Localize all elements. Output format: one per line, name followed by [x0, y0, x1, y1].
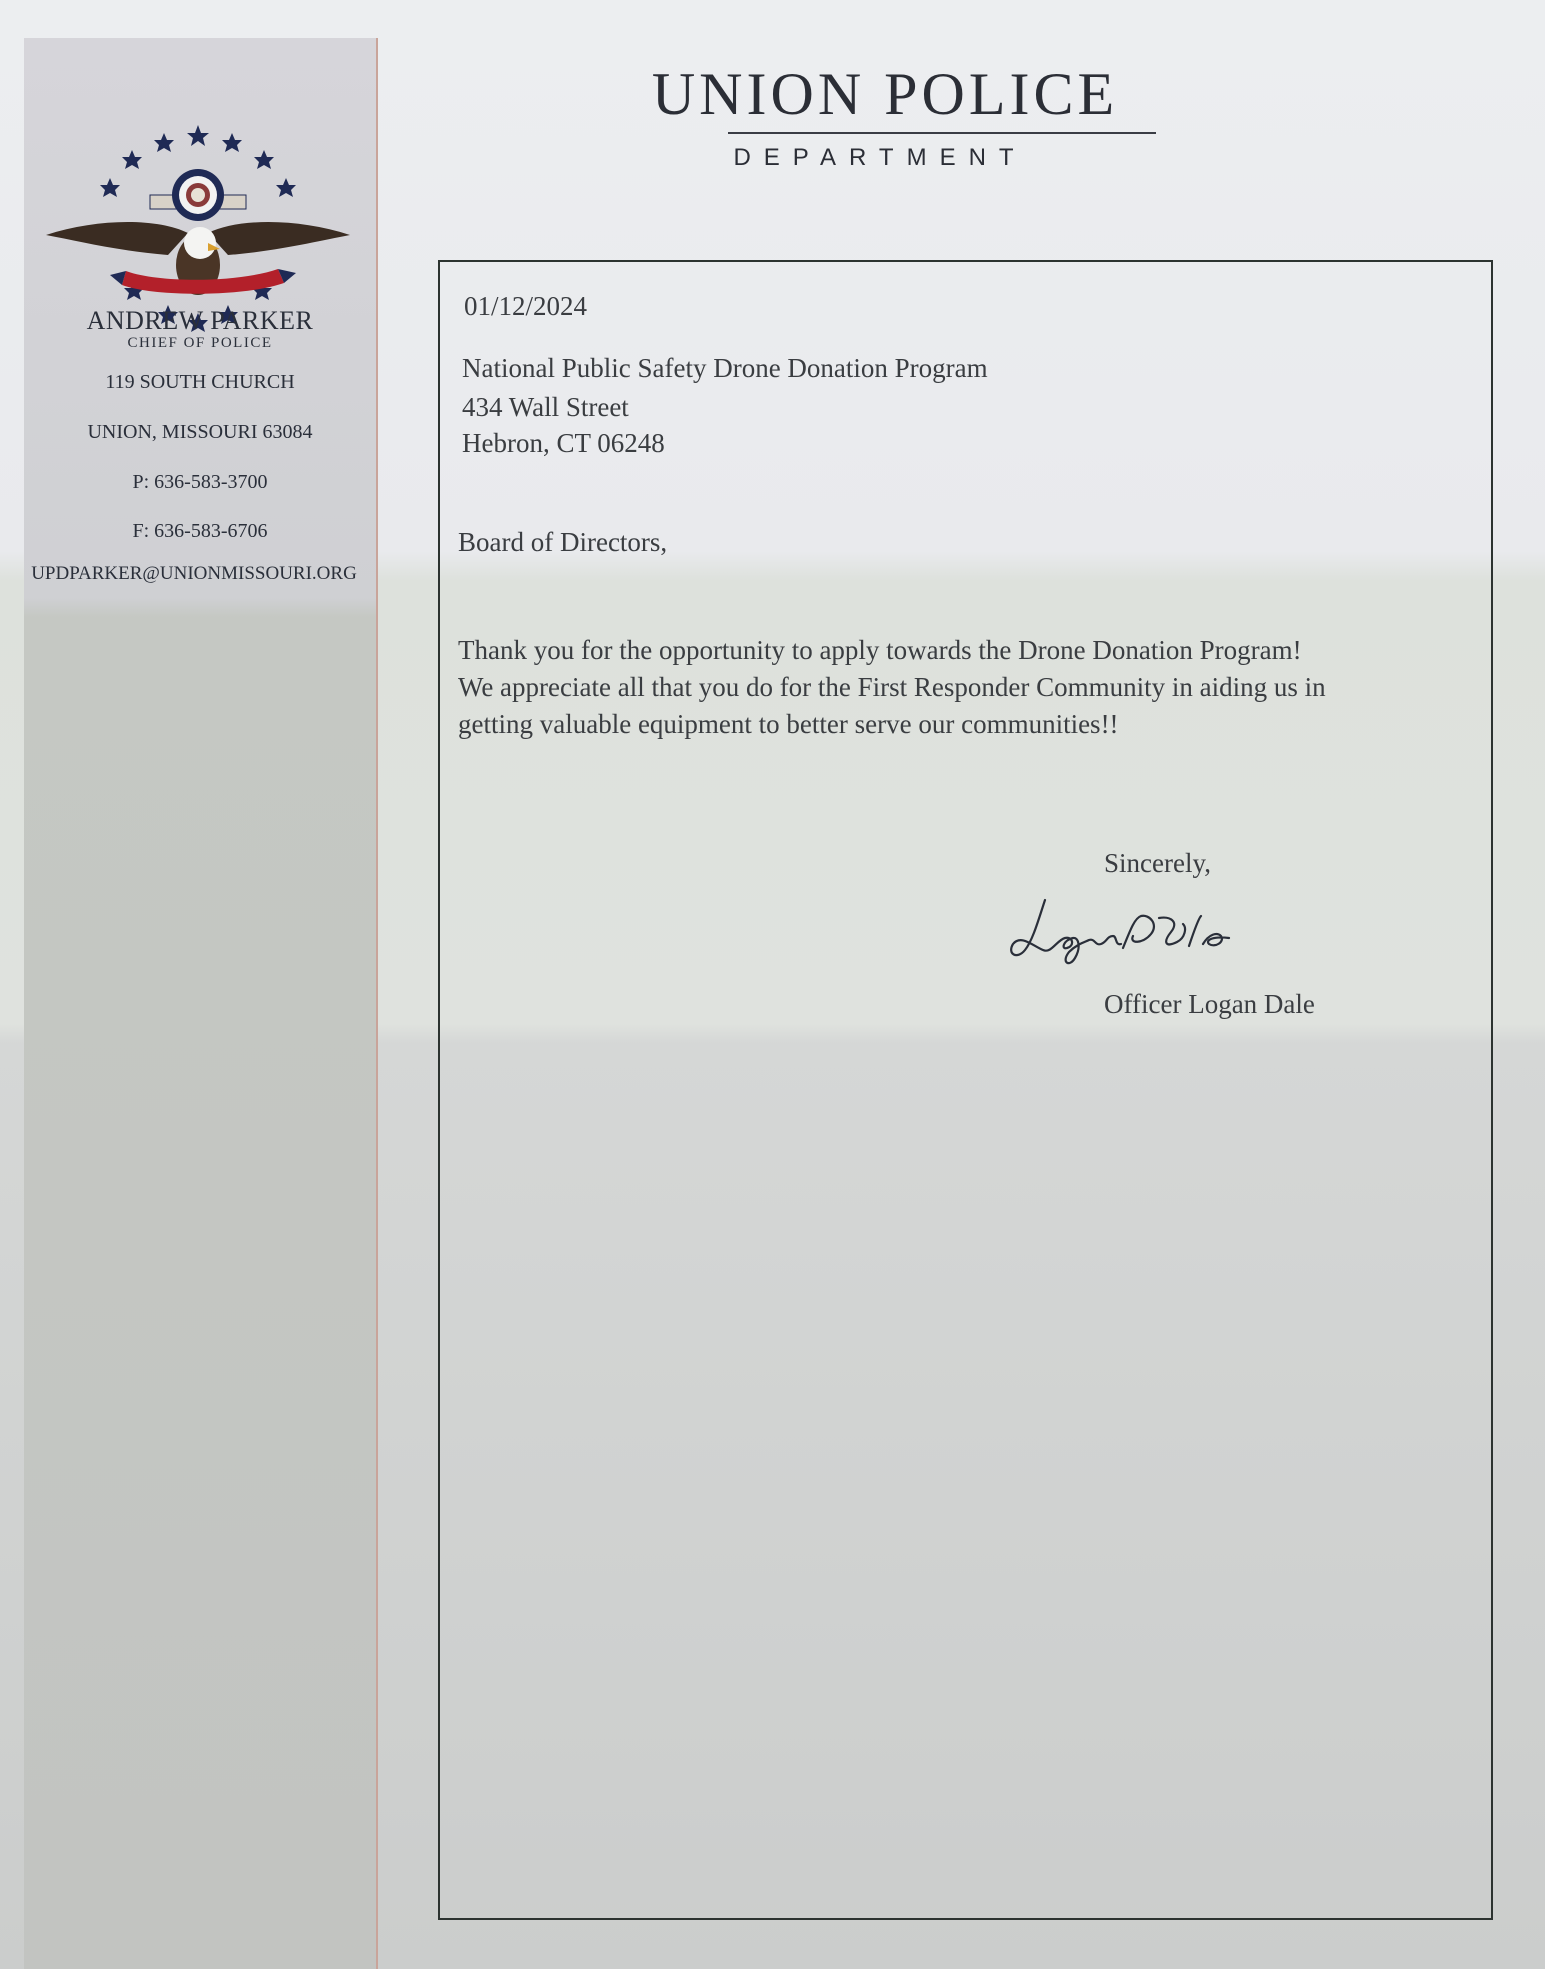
body-line: We appreciate all that you do for the First Responder Community in aiding us in [458, 672, 1326, 702]
body-line: getting valuable equipment to better serve our communities!! [458, 709, 1119, 739]
chief-title: CHIEF OF POLICE [127, 335, 273, 351]
recipient-line: 434 Wall Street [462, 392, 629, 422]
recipient-line: National Public Safety Drone Donation Program [462, 353, 988, 383]
letter-closing: Sincerely, [1104, 848, 1211, 878]
letter-greeting: Board of Directors, [458, 527, 668, 557]
signer-name: Officer Logan Dale [1104, 989, 1315, 1019]
handwritten-signature-icon [1003, 888, 1243, 978]
title-divider [728, 132, 1156, 134]
letter-date: 01/12/2024 [464, 291, 588, 321]
letterhead-sidebar [24, 38, 378, 1969]
recipient-line: Hebron, CT 06248 [462, 428, 665, 458]
address-line-2: UNION, MISSOURI 63084 [87, 421, 313, 443]
address-line-1: 119 SOUTH CHURCH [105, 371, 295, 393]
fax-number: F: 636-583-6706 [132, 520, 268, 542]
letter-body-frame [438, 260, 1493, 1920]
eagle-badge-icon [38, 83, 358, 333]
body-line: Thank you for the opportunity to apply towards the Drone Donation Program! [458, 635, 1302, 665]
department-title: UNION POLICE [651, 61, 1119, 127]
department-subtitle: DEPARTMENT [733, 144, 1027, 171]
email-address: UPDPARKER@UNIONMISSOURI.ORG [31, 563, 357, 584]
chief-name: ANDREW PARKER [86, 306, 314, 335]
phone-number: P: 636-583-3700 [132, 471, 268, 493]
